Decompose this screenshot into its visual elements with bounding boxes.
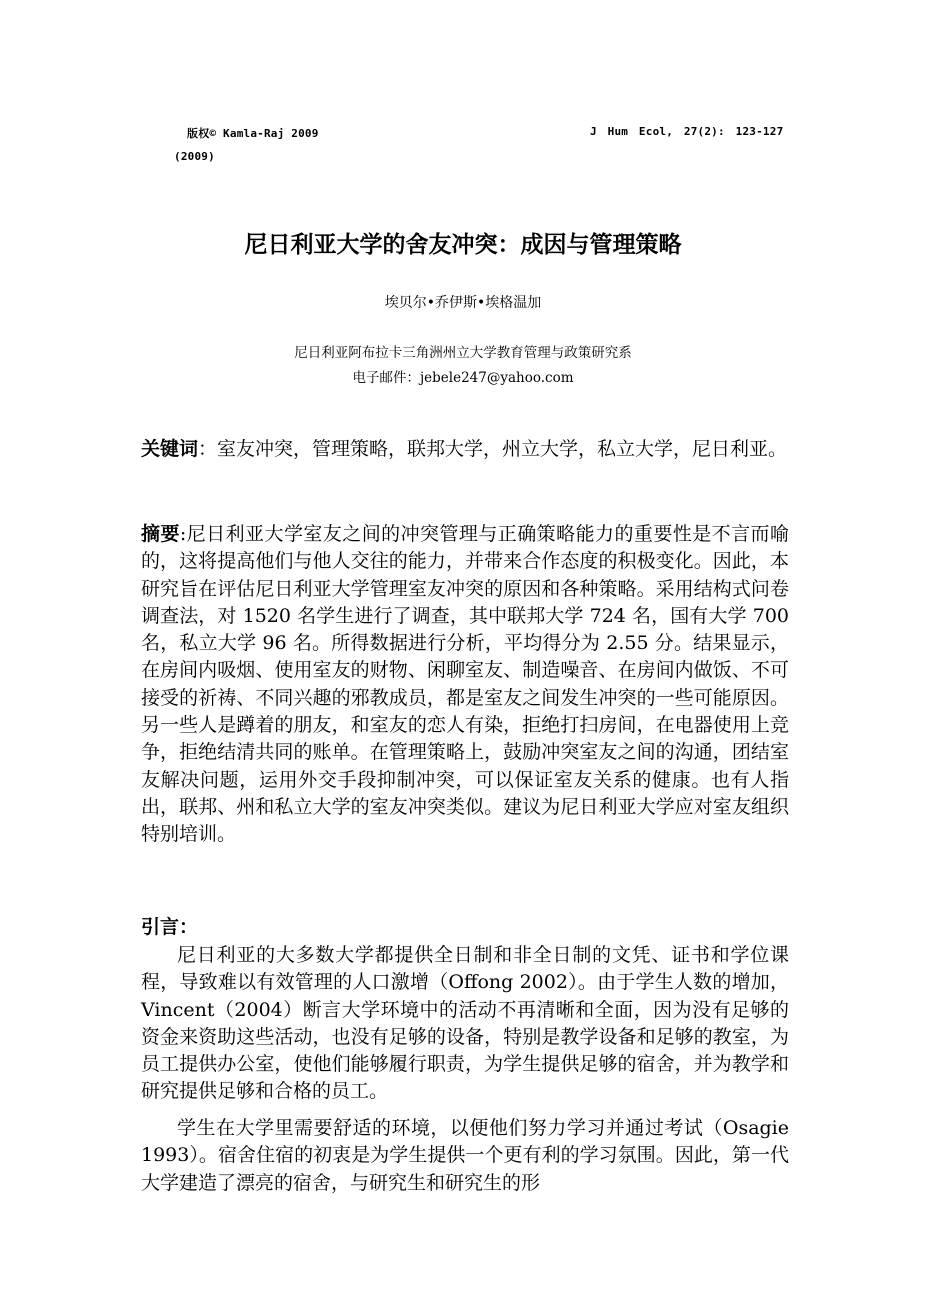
keywords-text: ：室友冲突，管理策略，联邦大学，州立大学，私立大学，尼日利亚。 — [198, 438, 788, 460]
abstract-label: 摘要 — [141, 523, 180, 545]
author-email: 电子邮件：jebele247@yahoo.com — [352, 370, 574, 386]
keywords-paragraph — [141, 436, 789, 463]
copyright-line: 版权© Kamla-Raj 2009 — [187, 127, 319, 140]
publication-year: (2009) — [174, 150, 215, 163]
author-name: 埃贝尔•乔伊斯•埃格温加 — [384, 295, 542, 311]
author-affiliation: 尼日利亚阿布拉卡三角洲州立大学教育管理与政策研究系 — [294, 345, 632, 361]
paper-title: 尼日利亚大学的舍友冲突：成因与管理策略 — [244, 232, 682, 258]
journal-citation: J Hum Ecol, 27(2): 123-127 — [590, 125, 784, 138]
introduction-paragraph-2: 学生在大学里需要舒适的环境，以便他们努力学习并通过考试（Osagie 1993）。宿舍住宿的初衷是为学生提供一个更有利的学习氛围。因此，第一代大学建造了漂亮的宿舍，与研究生和研究生的形 — [141, 1117, 789, 1194]
introduction-heading: 引言： — [141, 916, 199, 938]
abstract-paragraph — [141, 521, 789, 849]
abstract-text: :尼日利亚大学室友之间的冲突管理与正确策略能力的重要性是不言而喻的，这将提高他们与他人交往的能力，并带来合作态度的积极变化。因此，本研究旨在评估尼日利亚大学管理室友冲突的原因和各种策略。采用结构式问卷调查法，对 1520 名学生进行了调查，其中联邦大学 724 名，国有大学 700 名，私立大学 96 名。所得数据进行分析，平均得分为 2.55 分。结果显示，在房间内吸烟、使用室友的财物、闲聊室友、制造噪音、在房间内做饭、不可接受的祈祷、不同兴趣的邪教成员，都是室友之间发生冲突的一些可能原因。另一些人是蹲着的朋友，和室友的恋人有染，拒绝打扫房间，在电器使用上竞争，拒绝结清共同的账单。在管理策略上，鼓励冲突室友之间的沟通，团结室友解决问题，运用外交手段抑制冲突，可以保证室友关系的健康。也有人指出，联邦、州和私立大学的室友冲突类似。建议为尼日利亚大学应对室友组织特别培训。 — [141, 523, 789, 846]
introduction-paragraph-1: 尼日利亚的大多数大学都提供全日制和非全日制的文凭、证书和学位课程，导致难以有效管理的人口激增（Offong 2002）。由于学生人数的增加，Vincent（2004）断言大学环境中的活动不再清晰和全面，因为没有足够的资金来资助这些活动，也没有足够的设备，特别是教学设备和足够的教室，为员工提供办公室，使他们能够履行职责，为学生提供足够的宿舍，并为教学和研究提供足够和合格的员工。 — [141, 944, 789, 1103]
keywords-label: 关键词 — [141, 438, 199, 460]
